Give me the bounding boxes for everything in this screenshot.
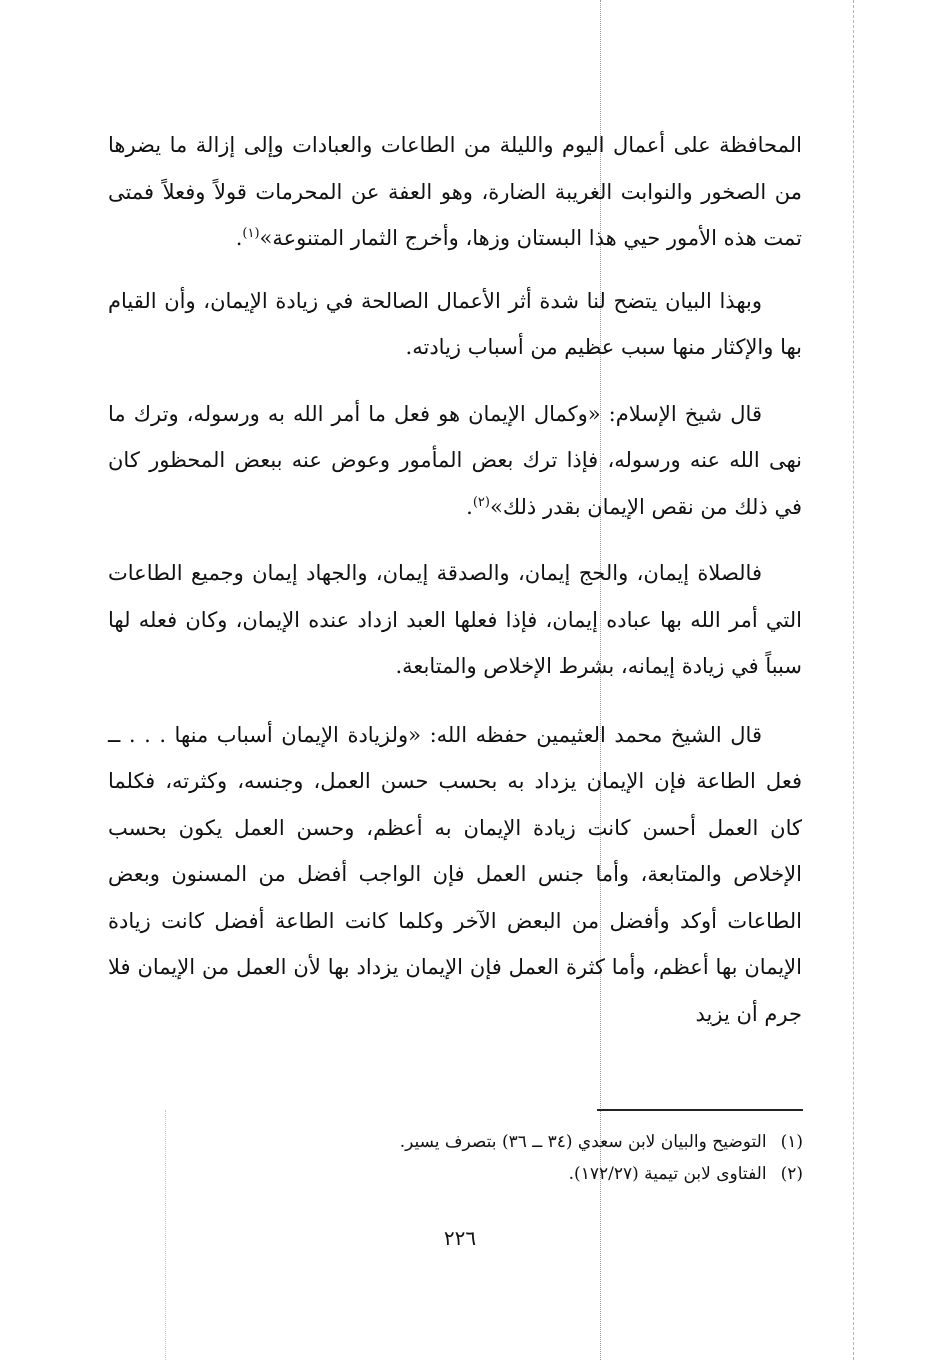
page-body	[108, 122, 802, 1053]
paragraph-text: قال شيخ الإسلام: «وكمال الإيمان هو فعل ما أمر الله به ورسوله، وترك ما نهى الله عنه ورسوله، فإذا ترك بعض المأمور وعوض عنه ببعض المحظور كان في ذلك من نقص الإيمان بقدر ذلك»	[108, 401, 802, 519]
footnote-text: التوضيح والبيان لابن سعدي (٣٤ ــ ٣٦) بتصرف يسير.	[399, 1132, 767, 1152]
paragraph-tail: .	[235, 226, 243, 250]
paragraph-3	[108, 391, 802, 531]
footnote-reference[interactable]: (١)	[242, 226, 260, 241]
footnotes	[300, 1126, 803, 1190]
paragraph-2	[108, 278, 802, 371]
footnote-item	[300, 1126, 803, 1158]
paragraph-text: المحافظة على أعمال اليوم والليلة من الطاعات والعبادات وإلى إزالة ما يضرها من الصخور والنوابت الغريبة الضارة، وهو العفة عن المحرمات قولاً وفعلاً فمتى تمت هذه الأمور حيي هذا البستان وزها، وأخرج الثمار المتنوعة»	[108, 133, 802, 250]
scan-artifact-line	[853, 0, 854, 1360]
paragraph-4	[108, 550, 802, 690]
paragraph-tail: .	[466, 494, 473, 519]
paragraph-5	[108, 712, 802, 1038]
paragraph-1	[108, 122, 802, 262]
footnote-separator	[597, 1109, 803, 1111]
footnote-item	[300, 1158, 803, 1190]
footnote-number: (١)	[780, 1132, 803, 1152]
paragraph-text: قال الشيخ محمد العثيمين حفظه الله: «ولزيادة الإيمان أسباب منها . . . ــ فعل الطاعة فإن الإيمان يزداد به بحسب حسن العمل، وجنسه، وكثرته، فكلما كان العمل أحسن كانت زيادة الإيمان به أعظم، وحسن العمل يكون بحسب الإخلاص والمتابعة، وأما جنس العمل فإن الواجب أفضل من المسنون وبعض الطاعات أوكد وأفضل من البعض الآخر وكلما كانت الطاعة أفضل كانت زيادة الإيمان بها أعظم، وأما كثرة العمل فإن الإيمان يزداد بها لأن العمل من الإيمان فلا جرم أن يزيد	[108, 722, 802, 1026]
scan-artifact-line	[165, 1110, 166, 1360]
footnote-text: الفتاوى لابن تيمية (١٧٢/٢٧).	[568, 1164, 767, 1184]
page-number: ٢٢٦	[443, 1226, 477, 1250]
footnote-reference[interactable]: (٢)	[472, 494, 490, 510]
footnote-number: (٢)	[780, 1164, 803, 1184]
paragraph-text: وبهذا البيان يتضح لنا شدة أثر الأعمال الصالحة في زيادة الإيمان، وأن القيام بها والإكثار منها سبب عظيم من أسباب زيادته.	[108, 288, 802, 359]
paragraph-text: فالصلاة إيمان، والحج إيمان، والصدقة إيمان، والجهاد إيمان وجميع الطاعات التي أمر الله بها عباده إيمان، فإذا فعلها العبد ازداد عنده الإيمان، وكان فعله لها سبباً في زيادة إيمانه، بشرط الإخلاص والمتابعة.	[108, 561, 802, 678]
